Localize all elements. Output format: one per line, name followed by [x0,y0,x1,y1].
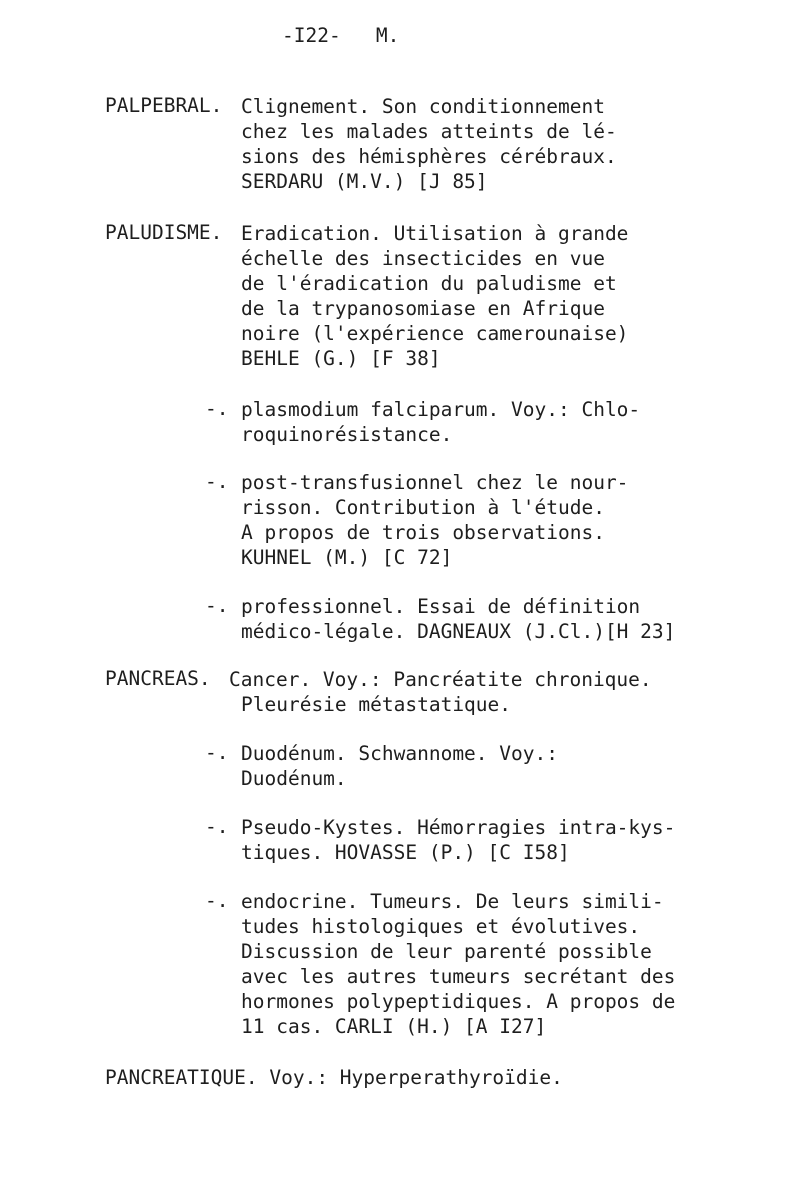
entry-dash: -. [205,815,229,838]
page-header: -I22- M. [282,24,400,47]
entry-line: de la trypanosomiase en Afrique [241,297,605,320]
entry-line: risson. Contribution à l'étude. [241,496,605,519]
entry-body [241,221,628,371]
entry-line: tiques. HOVASSE (P.) [C I58] [241,841,570,864]
entry-term: PANCREAS. [105,667,211,690]
entry-body [241,594,675,644]
entry-line: sions des hémisphères cérébraux. [241,145,617,168]
entry-line: Clignement. Son conditionnement [241,95,605,118]
entry-line: Duodénum. Schwannome. Voy.: [241,742,558,765]
entry-line: endocrine. Tumeurs. De leurs simili- [241,890,664,913]
entry-line: roquinorésistance. [241,423,453,446]
entry-line: A propos de trois observations. [241,521,605,544]
entry-body [229,667,652,717]
entry-line: Discussion de leur parenté possible [241,940,652,963]
entry-line: 11 cas. CARLI (H.) [A I27] [241,1015,547,1038]
entry-line: professionnel. Essai de définition [241,595,641,618]
entry-line: noire (l'expérience camerounaise) [241,322,629,345]
entry-line: Pseudo-Kystes. Hémorragies intra-kys- [241,816,676,839]
entry-line: Pleurésie métastatique. [241,693,512,716]
entry-dash: -. [205,741,229,764]
entry-line: KUHNEL (M.) [C 72] [241,546,453,569]
entry-dash: -. [205,594,229,617]
entry-line: Cancer. Voy.: Pancréatite chronique. [229,668,652,691]
entry-line: hormones polypeptidiques. A propos de [241,990,676,1013]
entry-line: de l'éradication du paludisme et [241,272,617,295]
entry-line: BEHLE (G.) [F 38] [241,347,441,370]
entry-dash: -. [205,889,229,912]
entry-body [241,741,558,791]
entry-term: PALUDISME. [105,221,223,244]
entry-line: Eradication. Utilisation à grande [241,222,629,245]
entry-term: PANCREATIQUE. Voy.: Hyperperathyroïdie. [105,1066,563,1089]
entry-term: PALPEBRAL. [105,94,223,117]
entry-body [241,889,675,1039]
entry-line: chez les malades atteints de lé- [241,120,617,143]
entry-body [241,815,675,865]
entry-line: médico-légale. DAGNEAUX (J.Cl.)[H 23] [241,620,676,643]
entry-line: échelle des insecticides en vue [241,247,605,270]
entry-line: avec les autres tumeurs secrétant des [241,965,676,988]
entry-line: Duodénum. [241,767,347,790]
entry-body [241,397,640,447]
entry-line: tudes histologiques et évolutives. [241,915,641,938]
entry-line: SERDARU (M.V.) [J 85] [241,170,488,193]
entry-line: plasmodium falciparum. Voy.: Chlo- [241,398,641,421]
entry-body [241,470,628,570]
entry-line: post-transfusionnel chez le nour- [241,471,629,494]
entry-dash: -. [205,470,229,493]
entry-dash: -. [205,397,229,420]
entry-body [241,94,617,194]
